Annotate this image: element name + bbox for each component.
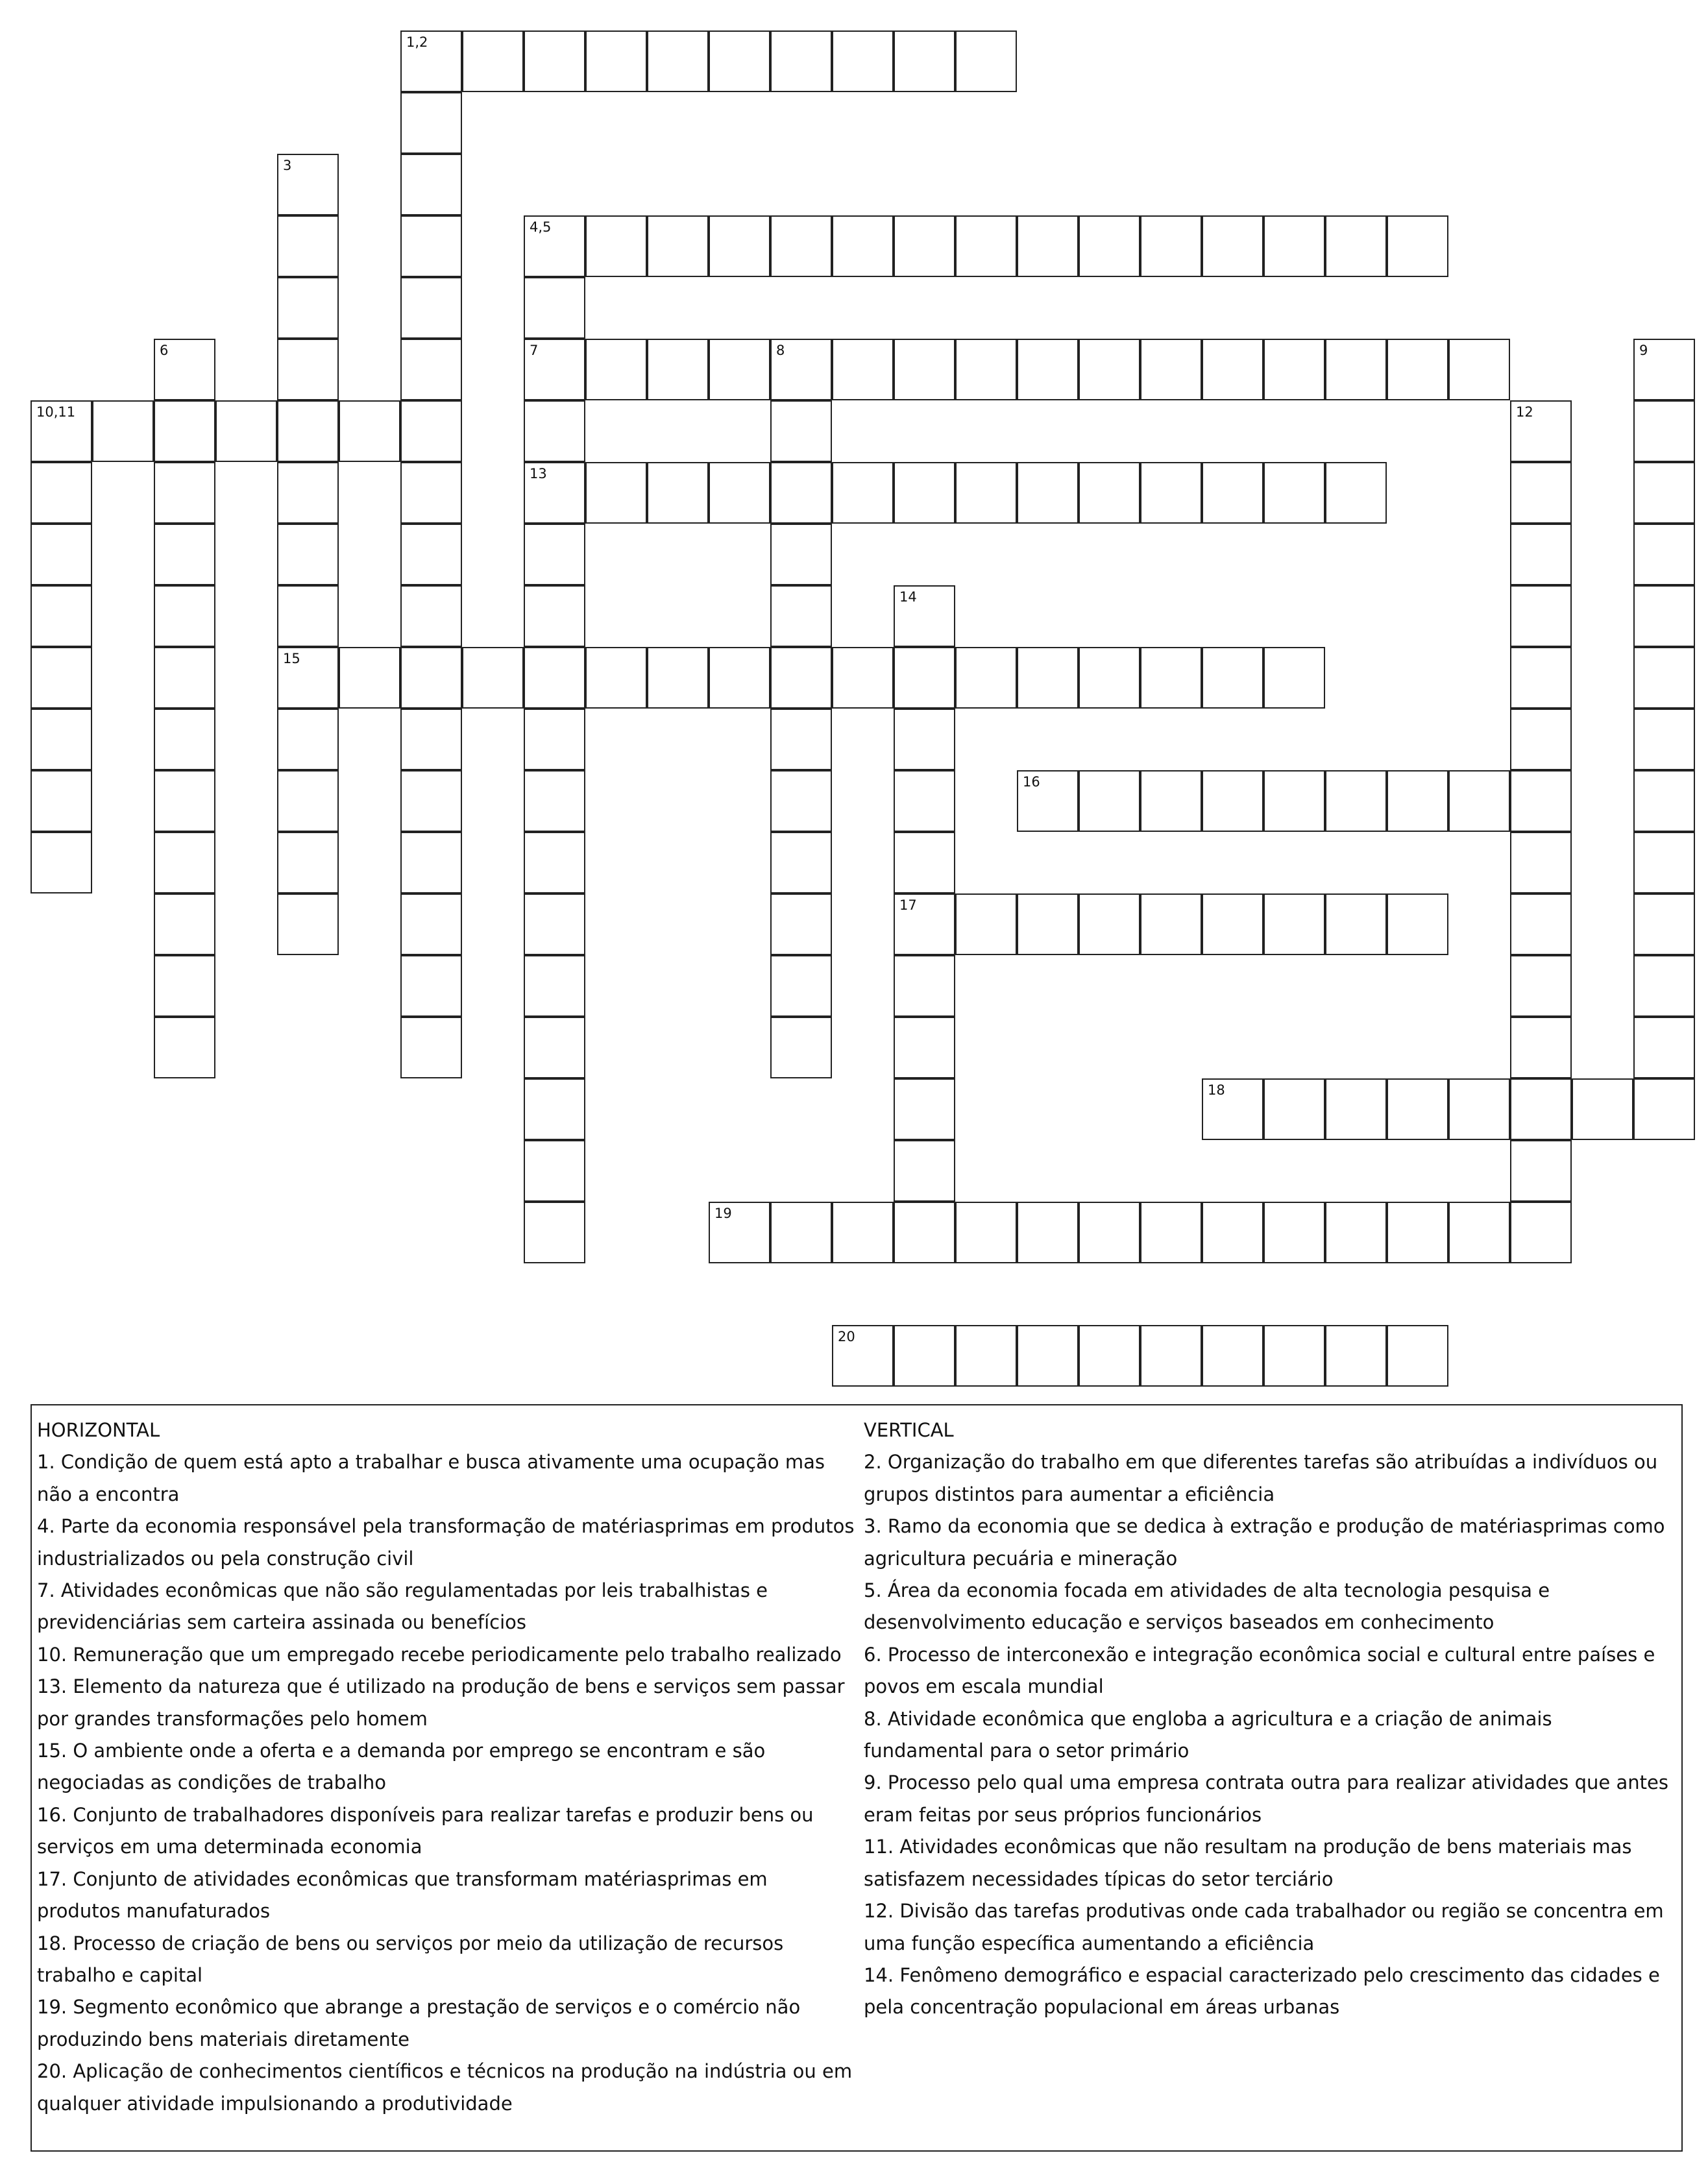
crossword-cell[interactable]	[154, 462, 215, 524]
crossword-cell[interactable]	[894, 1078, 955, 1140]
crossword-cell[interactable]	[894, 647, 955, 709]
crossword-cell[interactable]	[524, 709, 585, 770]
vertical-clue: 2. Organização do trabalho em que diferentes tarefas são atribuídas a indivíduos ou grupos distintos para aumentar a eficiência	[864, 1451, 1658, 1505]
clues-box	[30, 1404, 1683, 2152]
crossword-cell[interactable]	[1202, 1325, 1263, 1387]
crossword-cell[interactable]	[1448, 339, 1510, 400]
crossword-cell[interactable]	[524, 647, 585, 709]
crossword-cell[interactable]	[832, 30, 894, 92]
crossword-cell[interactable]	[1325, 1202, 1387, 1263]
clue-number: 16	[1023, 774, 1040, 790]
crossword-cell[interactable]	[1079, 339, 1140, 400]
crossword-cell[interactable]	[1387, 339, 1448, 400]
crossword-cell[interactable]	[1510, 770, 1572, 832]
crossword-cell[interactable]	[400, 893, 462, 955]
crossword-cell[interactable]	[1633, 585, 1695, 647]
horizontal-clue: 18. Processo de criação de bens ou serviços por meio da utilização de recursos trabalho e capital	[37, 1932, 784, 1986]
crossword-cell[interactable]	[1202, 215, 1263, 277]
crossword-cell[interactable]	[277, 400, 339, 462]
crossword-cell[interactable]	[585, 339, 647, 400]
crossword-cell[interactable]	[30, 770, 92, 832]
crossword-cell[interactable]	[894, 215, 955, 277]
crossword-cell[interactable]	[1510, 1202, 1572, 1263]
crossword-cell[interactable]	[709, 215, 770, 277]
vertical-heading: VERTICAL	[864, 1419, 954, 1441]
crossword-cell[interactable]	[1017, 1202, 1079, 1263]
crossword-cell[interactable]	[339, 400, 400, 462]
crossword-cell[interactable]	[585, 462, 647, 524]
crossword-cell[interactable]	[770, 709, 832, 770]
crossword-cell[interactable]	[955, 1202, 1017, 1263]
horizontal-clue: 13. Elemento da natureza que é utilizado na produção de bens e serviços sem passar por grandes transformações pelo homem	[37, 1675, 845, 1730]
crossword-cell[interactable]	[1325, 462, 1387, 524]
crossword-cell[interactable]	[277, 585, 339, 647]
vertical-clue: 5. Área da economia focada em atividades de alta tecnologia pesquisa e desenvolvimento educação e serviços baseados em conhecimento	[864, 1579, 1550, 1634]
crossword-cell[interactable]	[524, 462, 585, 524]
clue-number: 13	[530, 466, 547, 481]
crossword-cell[interactable]	[955, 647, 1017, 709]
crossword-cell[interactable]	[894, 30, 955, 92]
crossword-cell[interactable]	[1633, 955, 1695, 1017]
crossword-cell[interactable]	[154, 832, 215, 893]
crossword-cell[interactable]	[770, 832, 832, 893]
crossword-cell[interactable]	[955, 893, 1017, 955]
crossword-cell[interactable]	[524, 400, 585, 462]
crossword-cell[interactable]	[400, 832, 462, 893]
crossword-cell[interactable]	[1325, 893, 1387, 955]
crossword-cell[interactable]	[1017, 215, 1079, 277]
crossword-cell[interactable]	[770, 893, 832, 955]
crossword-cell[interactable]	[154, 400, 215, 462]
crossword-cell[interactable]	[277, 709, 339, 770]
crossword-cell[interactable]	[1079, 647, 1140, 709]
crossword-cell[interactable]	[524, 893, 585, 955]
horizontal-clue: 15. O ambiente onde a oferta e a demanda por emprego se encontram e são negociadas as condições de trabalho	[37, 1740, 766, 1794]
crossword-cell[interactable]	[832, 647, 894, 709]
crossword-cell[interactable]	[1263, 1325, 1325, 1387]
crossword-cell[interactable]	[1079, 215, 1140, 277]
crossword-cell[interactable]	[154, 524, 215, 585]
clue-number: 20	[838, 1329, 855, 1344]
crossword-cell[interactable]	[1633, 647, 1695, 709]
crossword-cell[interactable]	[400, 154, 462, 215]
crossword-cell[interactable]	[585, 215, 647, 277]
crossword-cell[interactable]	[1325, 339, 1387, 400]
crossword-cell[interactable]	[894, 955, 955, 1017]
crossword-cell[interactable]	[770, 339, 832, 400]
horizontal-clues-column	[37, 1415, 856, 2120]
crossword-cell[interactable]	[277, 832, 339, 893]
crossword-cell[interactable]	[1263, 647, 1325, 709]
crossword-cell[interactable]	[1633, 339, 1695, 400]
crossword-cell[interactable]	[832, 462, 894, 524]
vertical-clues-column	[864, 1415, 1675, 2024]
crossword-cell[interactable]	[955, 215, 1017, 277]
crossword-cell[interactable]	[1079, 770, 1140, 832]
crossword-cell[interactable]	[30, 462, 92, 524]
horizontal-heading: HORIZONTAL	[37, 1419, 160, 1441]
crossword-cell[interactable]	[585, 30, 647, 92]
crossword-cell[interactable]	[524, 1202, 585, 1263]
crossword-cell[interactable]	[277, 339, 339, 400]
crossword-cell[interactable]	[30, 647, 92, 709]
crossword-cell[interactable]	[524, 215, 585, 277]
crossword-cell[interactable]	[462, 30, 524, 92]
vertical-clue: 14. Fenômeno demográfico e espacial caracterizado pelo crescimento das cidades e pela concentração populacional em áreas urbanas	[864, 1963, 1660, 2019]
clue-number: 6	[160, 343, 169, 358]
horizontal-clue: 16. Conjunto de trabalhadores disponíveis para realizar tarefas e produzir bens ou serviços em uma determinada economia	[37, 1803, 814, 1858]
crossword-cell[interactable]	[647, 462, 709, 524]
crossword-cell[interactable]	[1510, 955, 1572, 1017]
crossword-cell[interactable]	[647, 215, 709, 277]
crossword-cell[interactable]	[1140, 462, 1202, 524]
crossword-cell[interactable]	[1140, 1325, 1202, 1387]
crossword-cell[interactable]	[770, 955, 832, 1017]
crossword-cell[interactable]	[30, 832, 92, 893]
crossword-cell[interactable]	[30, 709, 92, 770]
crossword-cell[interactable]	[524, 1078, 585, 1140]
crossword-cell[interactable]	[1325, 1078, 1387, 1140]
crossword-cell[interactable]	[1387, 1202, 1448, 1263]
crossword-cell[interactable]	[400, 92, 462, 154]
crossword-cell[interactable]	[832, 215, 894, 277]
clue-number: 17	[899, 897, 917, 913]
horizontal-clue: 19. Segmento econômico que abrange a prestação de serviços e o comércio não produzindo bens materiais diretamente	[37, 1996, 801, 2050]
clue-number: 9	[1639, 343, 1648, 358]
crossword-cell[interactable]	[1387, 215, 1448, 277]
crossword-cell[interactable]	[400, 339, 462, 400]
horizontal-clue: 20. Aplicação de conhecimentos científicos e técnicos na produção na indústria ou em qualquer atividade impulsionando a produtividade	[37, 2060, 853, 2115]
crossword-cell[interactable]	[832, 1325, 894, 1387]
crossword-cell[interactable]	[1017, 647, 1079, 709]
crossword-cell[interactable]	[1510, 647, 1572, 709]
crossword-cell[interactable]	[1325, 215, 1387, 277]
crossword-cell[interactable]	[400, 647, 462, 709]
vertical-clue: 8. Atividade econômica que engloba a agricultura e a criação de animais fundamental para o setor primário	[864, 1707, 1552, 1762]
crossword-cell[interactable]	[524, 30, 585, 92]
crossword-cell[interactable]	[154, 585, 215, 647]
crossword-cell[interactable]	[1140, 647, 1202, 709]
crossword-cell[interactable]	[770, 770, 832, 832]
crossword-cell[interactable]	[277, 893, 339, 955]
crossword-cell[interactable]	[894, 893, 955, 955]
crossword-cell[interactable]	[524, 1017, 585, 1078]
crossword-cell[interactable]	[1510, 524, 1572, 585]
crossword-cell[interactable]	[709, 462, 770, 524]
vertical-clue: 3. Ramo da economia que se dedica à extração e produção de matériasprimas como agricultura pecuária e mineração	[864, 1515, 1665, 1570]
crossword-cell[interactable]	[1510, 893, 1572, 955]
crossword-cell[interactable]	[1017, 462, 1079, 524]
crossword-cell[interactable]	[1263, 1202, 1325, 1263]
crossword-cell[interactable]	[1079, 1202, 1140, 1263]
crossword-cell[interactable]	[894, 462, 955, 524]
crossword-cell[interactable]	[955, 339, 1017, 400]
vertical-clue: 12. Divisão das tarefas produtivas onde cada trabalhador ou região se concentra em uma função específica aumentando a eficiência	[864, 1900, 1664, 1954]
crossword-cell[interactable]	[524, 955, 585, 1017]
crossword-cell[interactable]	[1633, 770, 1695, 832]
crossword-cell[interactable]	[400, 462, 462, 524]
horizontal-clue: 17. Conjunto de atividades econômicas que transformam matériasprimas em produtos manufaturados	[37, 1867, 768, 1923]
crossword-cell[interactable]	[1572, 1078, 1633, 1140]
crossword-cell[interactable]	[585, 647, 647, 709]
crossword-cell[interactable]	[400, 277, 462, 339]
crossword-cell[interactable]	[524, 770, 585, 832]
crossword-cell[interactable]	[1633, 893, 1695, 955]
crossword-cell[interactable]	[400, 1017, 462, 1078]
crossword-cell[interactable]	[524, 1140, 585, 1202]
crossword-cell[interactable]	[770, 585, 832, 647]
crossword-cell[interactable]	[709, 1202, 770, 1263]
crossword-cell[interactable]	[154, 1017, 215, 1078]
crossword-cell[interactable]	[1387, 1078, 1448, 1140]
crossword-cell[interactable]	[339, 647, 400, 709]
vertical-clue: 9. Processo pelo qual uma empresa contrata outra para realizar atividades que antes eram feitas por seus próprios funcionários	[864, 1771, 1668, 1826]
crossword-cell[interactable]	[770, 30, 832, 92]
crossword-cell[interactable]	[770, 1202, 832, 1263]
crossword-cell[interactable]	[1202, 462, 1263, 524]
crossword-cell[interactable]	[894, 770, 955, 832]
crossword-cell[interactable]	[1633, 1078, 1695, 1140]
crossword-cell[interactable]	[647, 647, 709, 709]
crossword-cell[interactable]	[1510, 1140, 1572, 1202]
crossword-cell[interactable]	[709, 339, 770, 400]
crossword-cell[interactable]	[770, 215, 832, 277]
crossword-cell[interactable]	[400, 770, 462, 832]
crossword-cell[interactable]	[277, 215, 339, 277]
crossword-cell[interactable]	[1633, 1017, 1695, 1078]
crossword-cell[interactable]	[277, 462, 339, 524]
clue-number: 12	[1516, 404, 1533, 420]
crossword-cell[interactable]	[1263, 893, 1325, 955]
clue-number: 7	[530, 343, 539, 358]
crossword-cell[interactable]	[154, 709, 215, 770]
crossword-cell[interactable]	[1510, 462, 1572, 524]
crossword-cell[interactable]	[1079, 1325, 1140, 1387]
crossword-cell[interactable]	[1263, 1078, 1325, 1140]
crossword-cell[interactable]	[277, 647, 339, 709]
crossword-cell[interactable]	[1325, 770, 1387, 832]
clue-number: 14	[899, 589, 917, 605]
crossword-cell[interactable]	[462, 647, 524, 709]
crossword-cell[interactable]	[215, 400, 277, 462]
crossword-cell[interactable]	[400, 30, 462, 92]
crossword-cell[interactable]	[1263, 770, 1325, 832]
crossword-cell[interactable]	[647, 339, 709, 400]
crossword-cell[interactable]	[1202, 770, 1263, 832]
crossword-cell[interactable]	[894, 1202, 955, 1263]
crossword-cell[interactable]	[277, 524, 339, 585]
crossword-cell[interactable]	[894, 1140, 955, 1202]
crossword-cell[interactable]	[894, 1017, 955, 1078]
clue-number: 4,5	[530, 219, 552, 235]
crossword-cell[interactable]	[1017, 1325, 1079, 1387]
crossword-cell[interactable]	[1202, 647, 1263, 709]
crossword-cell[interactable]	[1387, 893, 1448, 955]
crossword-cell[interactable]	[400, 585, 462, 647]
crossword-cell[interactable]	[955, 1325, 1017, 1387]
crossword-cell[interactable]	[1202, 1202, 1263, 1263]
crossword-cell[interactable]	[1325, 1325, 1387, 1387]
crossword-cell[interactable]	[154, 893, 215, 955]
crossword-cell[interactable]	[1202, 339, 1263, 400]
horizontal-clue: 7. Atividades econômicas que não são regulamentadas por leis trabalhistas e previdenciárias sem carteira assinada ou benefícios	[37, 1579, 768, 1634]
crossword-cell[interactable]	[1448, 1202, 1510, 1263]
crossword-cell[interactable]	[1510, 1078, 1572, 1140]
crossword-cell[interactable]	[770, 647, 832, 709]
clue-number: 15	[283, 651, 300, 666]
crossword-cell[interactable]	[709, 647, 770, 709]
crossword-cell[interactable]	[400, 400, 462, 462]
crossword-cell[interactable]	[154, 955, 215, 1017]
crossword-cell[interactable]	[1202, 1078, 1263, 1140]
horizontal-clue: 10. Remuneração que um empregado recebe periodicamente pelo trabalho realizado	[37, 1643, 842, 1666]
crossword-cell[interactable]	[1448, 770, 1510, 832]
crossword-cell[interactable]	[30, 585, 92, 647]
crossword-cell[interactable]	[1263, 215, 1325, 277]
crossword-cell[interactable]	[1633, 400, 1695, 462]
vertical-clue: 11. Atividades econômicas que não resultam na produção de bens materiais mas satisfazem necessidades típicas do setor terciário	[864, 1836, 1632, 1890]
crossword-cell[interactable]	[1510, 709, 1572, 770]
horizontal-clue: 4. Parte da economia responsável pela transformação de matériasprimas em produtos industrializados ou pela construção civil	[37, 1515, 855, 1570]
horizontal-clue: 1. Condição de quem está apto a trabalhar e busca ativamente uma ocupação mas não a encontra	[37, 1451, 825, 1505]
crossword-cell[interactable]	[400, 709, 462, 770]
crossword-cell[interactable]	[277, 770, 339, 832]
crossword-cell[interactable]	[1510, 1017, 1572, 1078]
crossword-cell[interactable]	[1017, 339, 1079, 400]
crossword-cell[interactable]	[30, 524, 92, 585]
crossword-cell[interactable]	[894, 1325, 955, 1387]
crossword-cell[interactable]	[524, 277, 585, 339]
crossword-cell[interactable]	[1633, 832, 1695, 893]
crossword-cell[interactable]	[770, 524, 832, 585]
crossword-cell[interactable]	[1140, 1202, 1202, 1263]
crossword-cell[interactable]	[1448, 1078, 1510, 1140]
crossword-cell[interactable]	[1510, 400, 1572, 462]
crossword-cell[interactable]	[1633, 462, 1695, 524]
crossword-cell[interactable]	[1017, 893, 1079, 955]
crossword-cell[interactable]	[1387, 1325, 1448, 1387]
crossword-cell[interactable]	[832, 339, 894, 400]
crossword-cell[interactable]	[1263, 462, 1325, 524]
crossword-cell[interactable]	[955, 30, 1017, 92]
crossword-cell[interactable]	[1387, 770, 1448, 832]
crossword-cell[interactable]	[955, 462, 1017, 524]
crossword-cell[interactable]	[1633, 524, 1695, 585]
crossword-cell[interactable]	[1140, 893, 1202, 955]
crossword-cell[interactable]	[277, 154, 339, 215]
crossword-cell[interactable]	[1079, 893, 1140, 955]
crossword-cell[interactable]	[524, 585, 585, 647]
crossword-cell[interactable]	[894, 339, 955, 400]
crossword-cell[interactable]	[894, 832, 955, 893]
clue-number: 8	[776, 343, 785, 358]
crossword-cell[interactable]	[770, 400, 832, 462]
crossword-cell[interactable]	[154, 647, 215, 709]
clue-number: 18	[1208, 1082, 1225, 1098]
crossword-cell[interactable]	[400, 524, 462, 585]
crossword-cell[interactable]	[1017, 770, 1079, 832]
crossword-cell[interactable]	[1633, 709, 1695, 770]
crossword-cell[interactable]	[1140, 339, 1202, 400]
crossword-cell[interactable]	[1510, 832, 1572, 893]
vertical-clue: 6. Processo de interconexão e integração econômica social e cultural entre países e povos em escala mundial	[864, 1643, 1655, 1698]
clue-number: 10,11	[36, 404, 76, 420]
crossword-cell[interactable]	[400, 955, 462, 1017]
crossword-cell[interactable]	[647, 30, 709, 92]
crossword-cell[interactable]	[1140, 215, 1202, 277]
crossword-cell[interactable]	[770, 462, 832, 524]
crossword-cell[interactable]	[400, 215, 462, 277]
crossword-cell[interactable]	[524, 339, 585, 400]
crossword-cell[interactable]	[154, 770, 215, 832]
crossword-cell[interactable]	[709, 30, 770, 92]
crossword-cell[interactable]	[1510, 585, 1572, 647]
crossword-cell[interactable]	[894, 709, 955, 770]
crossword-cell[interactable]	[1079, 462, 1140, 524]
crossword-cell[interactable]	[277, 277, 339, 339]
clue-number: 19	[714, 1206, 732, 1221]
crossword-cell[interactable]	[832, 1202, 894, 1263]
crossword-cell[interactable]	[1202, 893, 1263, 955]
crossword-cell[interactable]	[770, 1017, 832, 1078]
clue-number: 1,2	[406, 34, 428, 50]
crossword-cell[interactable]	[1263, 339, 1325, 400]
crossword-cell[interactable]	[1140, 770, 1202, 832]
crossword-cell[interactable]	[524, 524, 585, 585]
crossword-cell[interactable]	[30, 400, 92, 462]
crossword-cell[interactable]	[524, 832, 585, 893]
crossword-cell[interactable]	[92, 400, 154, 462]
crossword-cell[interactable]	[894, 585, 955, 647]
clue-number: 3	[283, 158, 292, 173]
crossword-cell[interactable]	[154, 339, 215, 400]
